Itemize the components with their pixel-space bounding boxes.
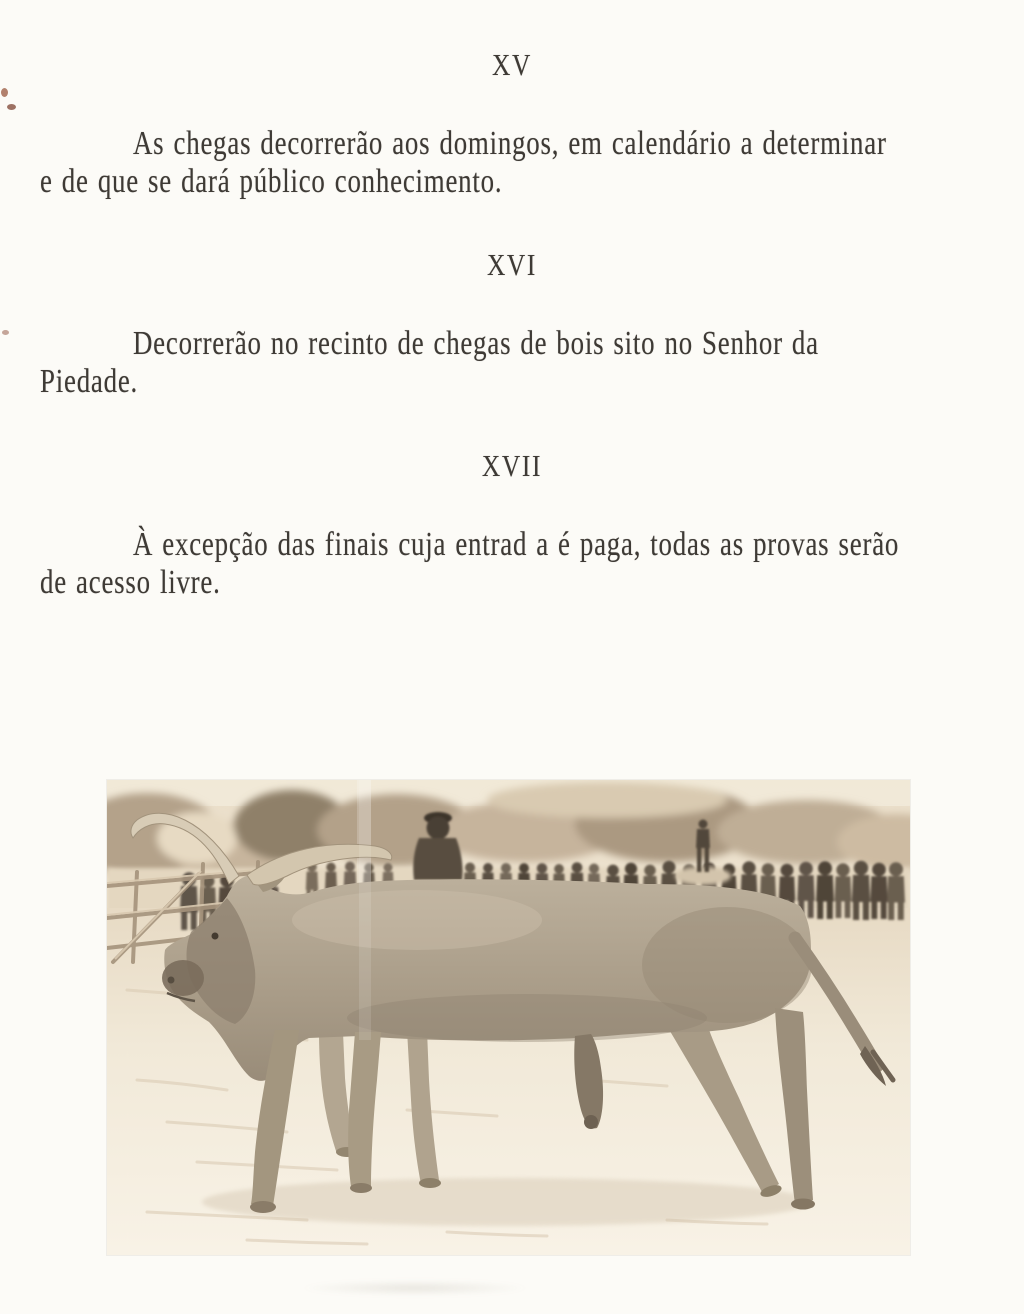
paragraph-line: As chegas decorrerão aos domingos, em calendário a determinar: [133, 125, 887, 162]
paragraph-line: de acesso livre.: [40, 564, 221, 601]
paragraph-line: Decorrerão no recinto de chegas de bois sito no Senhor da: [133, 325, 819, 362]
bull-photo-illustration: [107, 780, 910, 1255]
section-heading-xvii: XVII: [481, 448, 543, 483]
scan-smudge: [300, 1280, 530, 1296]
paragraph-line: Piedade.: [40, 363, 139, 400]
scan-artifact: [7, 104, 16, 110]
scan-artifact: [2, 330, 9, 335]
bull-photograph: [107, 780, 910, 1255]
scan-artifact: [1, 88, 8, 97]
section-heading-xv: XV: [491, 47, 533, 82]
paragraph-line: e de que se dará público conhecimento.: [40, 163, 503, 200]
section-heading-xvi: XVI: [486, 247, 538, 282]
paragraph-line: À excepção das finais cuja entrad a é paga, todas as provas serão: [133, 526, 900, 563]
